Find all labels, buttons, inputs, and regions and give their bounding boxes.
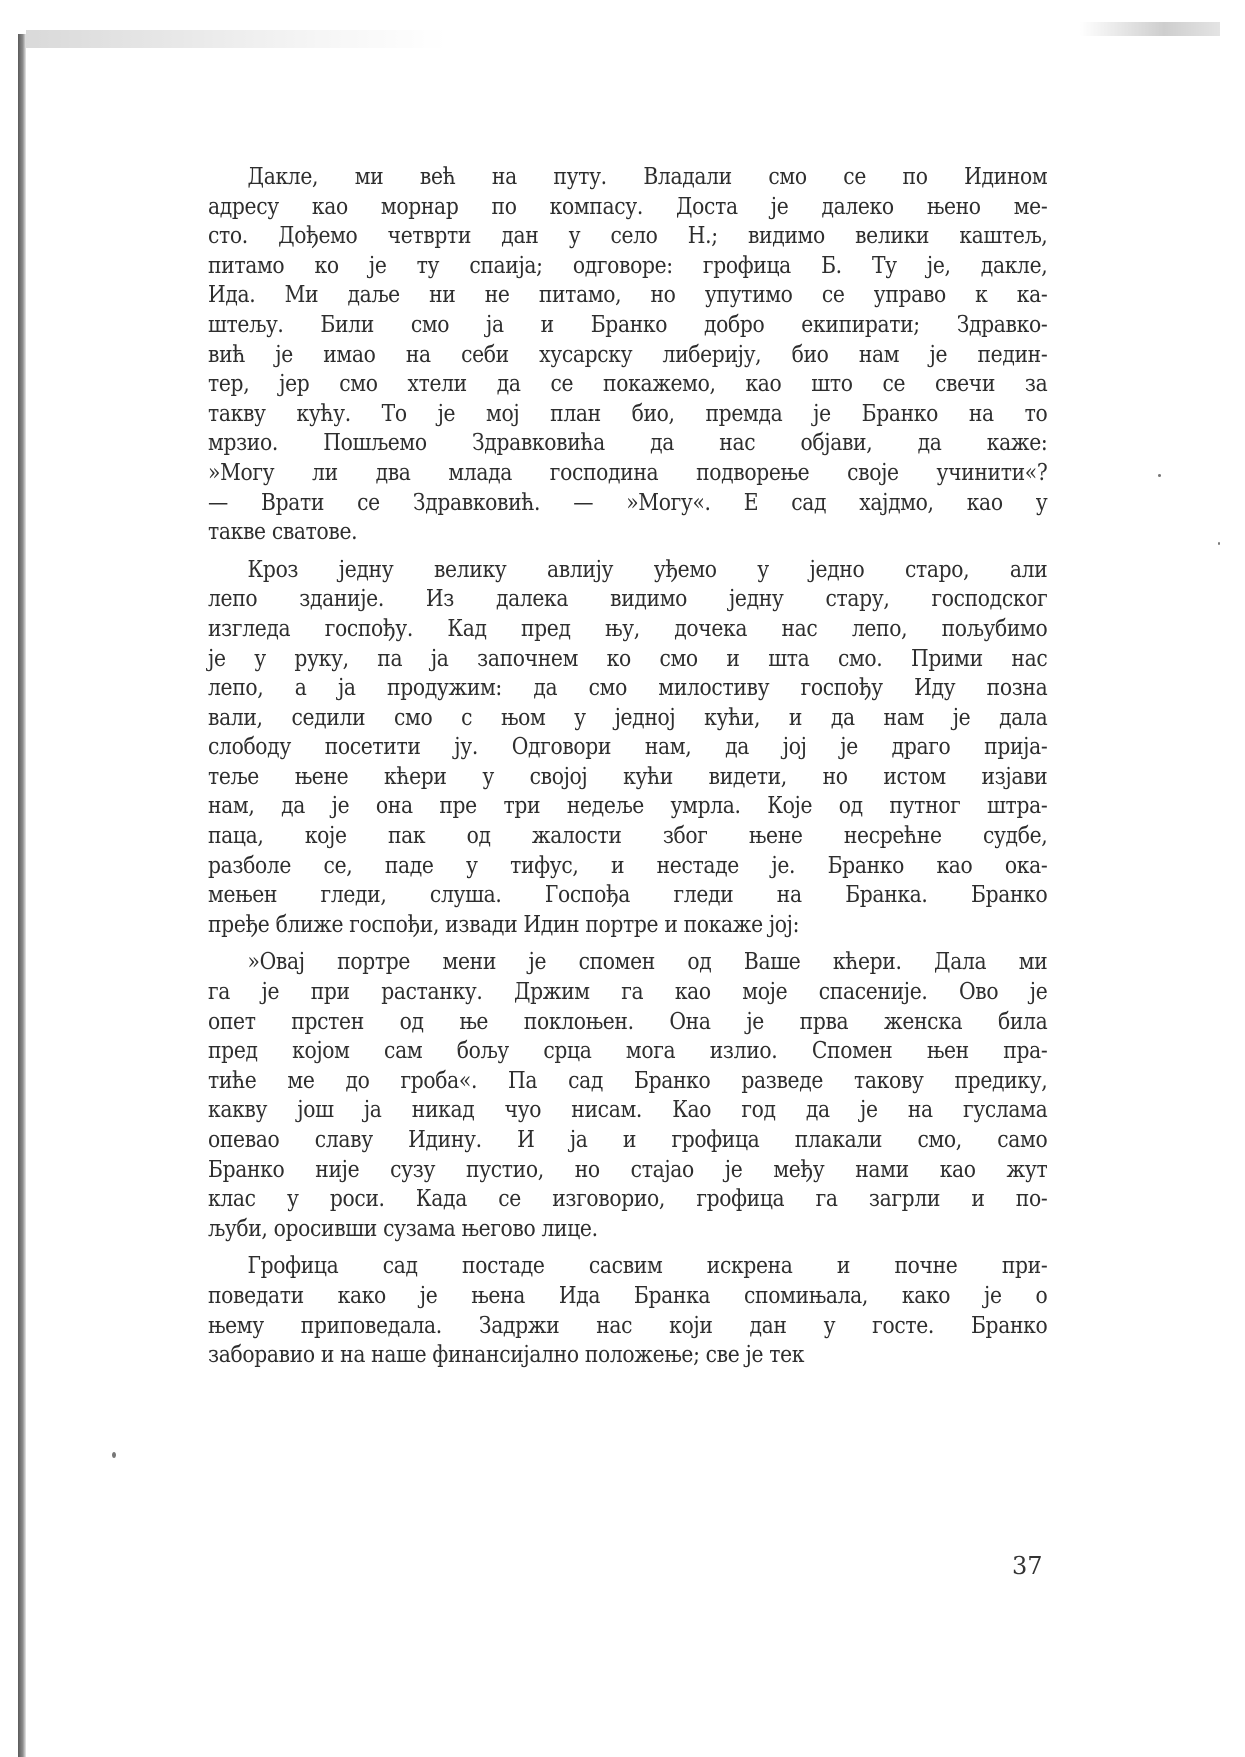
text-line: вић је имао на себи хусарску либерију, био нам је педин- bbox=[208, 339, 1048, 368]
text-line: — Врати се Здравковић. — »Могу«. Е сад хајдмо, као у bbox=[208, 487, 1048, 516]
text-line: слободу посетити ју. Одговори нам, да јој је драго прија- bbox=[208, 732, 1048, 761]
text-line: је у руку, па ја започнем ко смо и шта смо. Прими нас bbox=[208, 643, 1048, 672]
text-line: тер, јер смо хтели да се покажемо, као што се свечи за bbox=[208, 369, 1048, 398]
text-line: лепо зданије. Из далека видимо једну стару, господског bbox=[208, 584, 1048, 613]
paragraph bbox=[208, 1251, 1048, 1369]
text-line: сто. Дођемо четврти дан у село Н.; видимо велики каштељ, bbox=[208, 221, 1048, 250]
text-line: поведати како је њена Ида Бранка спомињала, како је о bbox=[208, 1280, 1048, 1309]
text-line: нам, да је она пре три недеље умрла. Које од путног штра- bbox=[208, 791, 1048, 820]
text-line: питамо ко је ту спаија; одговоре: грофица Б. Ту је, дакле, bbox=[208, 250, 1048, 279]
text-line: »Овај портре мени је спомен од Ваше кћери. Дала ми bbox=[247, 947, 1048, 976]
paragraph-gap bbox=[208, 1243, 1048, 1251]
text-line: »Могу ли два млада господина подворење своје учинити«? bbox=[208, 457, 1048, 486]
paragraph bbox=[208, 162, 1048, 547]
text-line: Грофица сад постаде сасвим искрена и почне при- bbox=[247, 1251, 1048, 1280]
text-line: какву још ја никад чуо нисам. Као год да је на гуслама bbox=[208, 1095, 1048, 1124]
scan-shadow-top-right bbox=[1080, 22, 1220, 36]
paragraph-gap bbox=[208, 547, 1048, 555]
text-line: штељу. Били смо ја и Бранко добро екипирати; Здравко- bbox=[208, 309, 1048, 338]
text-line: такве сватове. bbox=[208, 517, 358, 546]
text-line: опевао славу Идину. И ја и грофица плакали смо, само bbox=[208, 1125, 1048, 1153]
text-line: опет прстен од ње поклоњен. Она је прва женска била bbox=[208, 1006, 1048, 1035]
scan-speck bbox=[112, 1452, 116, 1458]
text-line: мрзио. Пошљемо Здравковића да нас објави, да каже: bbox=[208, 428, 1048, 457]
text-line: мењен гледи, слуша. Госпођа гледи на Бранка. Бранко bbox=[208, 880, 1048, 909]
page-body bbox=[208, 162, 1048, 1370]
text-line: га је при растанку. Држим га као моје спасеније. Ово је bbox=[208, 977, 1048, 1006]
text-line: такву кућу. То је мој план био, премда је Бранко на то bbox=[208, 398, 1048, 427]
text-line: пред којом сам бољу срца мога излио. Спомен њен пра- bbox=[208, 1036, 1048, 1065]
text-line: Ида. Ми даље ни не питамо, но упутимо се управо к ка- bbox=[208, 280, 1048, 309]
text-line: Кроз једну велику авлију уђемо у једно старо, али bbox=[247, 554, 1048, 583]
text-line: разболе се, паде у тифус, и нестаде је. Бранко као ока- bbox=[208, 850, 1048, 879]
text-line: лепо, а ја продужим: да смо милостиву госпођу Иду позна bbox=[208, 673, 1048, 702]
scan-speck bbox=[1158, 474, 1161, 477]
text-line: љуби, оросивши сузама његово лице. bbox=[208, 1213, 598, 1242]
page-number: 37 bbox=[1012, 1552, 1043, 1580]
text-line: клас у роси. Када се изговорио, грофица га загрли и по- bbox=[208, 1184, 1048, 1213]
text-line: њему приповедала. Задржи нас који дан у госте. Бранко bbox=[208, 1310, 1048, 1339]
text-line: вали, седили смо с њом у једној кући, и да нам је дала bbox=[208, 702, 1048, 731]
scan-speck bbox=[1218, 542, 1220, 545]
text-line: теље њене кћери у својој кући видети, но истом изјави bbox=[208, 761, 1048, 790]
paragraph bbox=[208, 555, 1048, 940]
text-line: Дакле, ми већ на путу. Владали смо се по Идином bbox=[247, 162, 1048, 190]
paragraph-gap bbox=[208, 939, 1048, 947]
text-line: адресу као морнар по компасу. Доста је далеко њено ме- bbox=[208, 191, 1048, 220]
text-line: паца, које пак од жалости због њене несрећне судбе, bbox=[208, 821, 1048, 850]
paragraph bbox=[208, 947, 1048, 1243]
text-line: изгледа госпођу. Кад пред њу, дочека нас лепо, пољубимо bbox=[208, 613, 1048, 642]
text-line: тиће ме до гроба«. Па сад Бранко разведе такову предику, bbox=[208, 1065, 1048, 1094]
text-line: заборавио и на наше финансијално положење; све је тек bbox=[208, 1340, 805, 1369]
scan-binding-edge bbox=[18, 34, 26, 1757]
text-line: Бранко није сузу пустио, но стајао је међу нами као жут bbox=[208, 1154, 1048, 1183]
text-line: пређе ближе госпођи, извади Идин портре и покаже јој: bbox=[208, 909, 800, 938]
scan-shadow-top-left bbox=[26, 30, 446, 48]
